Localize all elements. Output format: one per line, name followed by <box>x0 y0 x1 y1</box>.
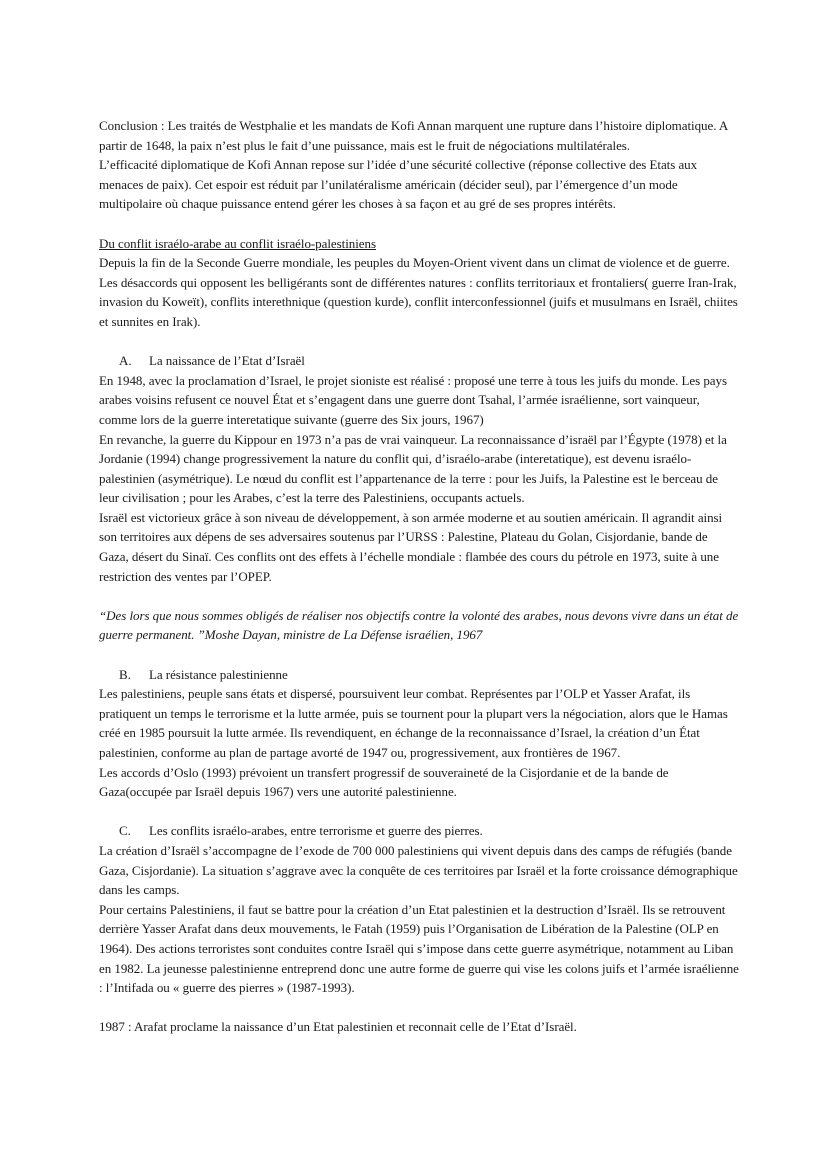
document-page <box>99 116 739 1037</box>
part-b-paragraph-2: Les accords d’Oslo (1993) prévoient un transfert progressif de souveraineté de la Cisjordanie et de la bande de Gaza(occupée par Israël depuis 1967) vers une autorité palestinienne. <box>99 764 669 800</box>
subheading-b <box>99 665 739 685</box>
spacer <box>99 332 739 352</box>
part-c-paragraph-2: Pour certains Palestiniens, il faut se battre pour la création d’un Etat palestinien et la destruction d’Israël. Ils se retrouvent derrière Yasser Arafat dans deux mouvements, le Fatah (1959) puis l’Organisation de Libération de la Palestine (OLP en 1964). Des actions terroristes sont conduites contre Israël qui s’impose dans cette guerre asymétrique, notamment au Liban en 1982. La jeunesse palestinienne entreprend donc une autre forme de guerre qui vise les colons juifs et l’armée israélienne : l’Intifada ou « guerre des pierres » (1987-1993). <box>99 901 739 996</box>
spacer <box>99 645 739 665</box>
subheading-c-letter: C. <box>119 823 131 839</box>
subheading-a <box>99 351 739 371</box>
subheading-c-title: Les conflits israélo-arabes, entre terrorisme et guerre des pierres. <box>149 823 483 839</box>
part-a-paragraph-2: En revanche, la guerre du Kippour en 1973 n’a pas de vrai vainqueur. La reconnaissance d’israël par l’Égypte (1978) et la Jordanie (1994) change progressivement la nature du conflit qui, d’israélo-arabe (interetatique), est devenu israélo-palestinien (asymétrique). Le nœud du conflit est l’appartenance de la terre : pour les Juifs, la Palestine est le berceau de leur civilisation ; pour les Arabes, c’est la terre des Palestiniens, occupants actuels. <box>99 431 727 506</box>
subheading-a-letter: A. <box>119 353 132 369</box>
dayan-quote: “Des lors que nous sommes obligés de réaliser nos objectifs contre la volonté des arabes, nous devons vivre dans un état de guerre permanent. ”Moshe Dayan, ministre de La Défense israélien, 1967 <box>99 607 739 643</box>
section-title: Du conflit israélo-arabe au conflit israélo-palestiniens <box>99 235 376 251</box>
subheading-c <box>99 821 739 841</box>
part-b-paragraph-1: Les palestiniens, peuple sans états et dispersé, poursuivent leur combat. Représentes par l’OLP et Yasser Arafat, ils pratiquent un temps le terrorisme et la lutte armée, puis se tournent pour la plupart vers la négociation, alors que le Hamas créé en 1985 poursuit la lutte armée. Ils revendiquent, en échange de la reconnaissance d’Israel, la création d’un État palestinien, conforme au plan de partage avorté de 1947 ou, progressivement, aux frontières de 1967. <box>99 686 728 760</box>
part-a-paragraph-1: En 1948, avec la proclamation d’Israel, le projet sioniste est réalisé : proposé une terre à tous les juifs du monde. Les pays arabes voisins refusent ce nouvel État et s’engagent dans une guerre dont Tsahal, l’armée israélienne, sort vainqueur, comme lors de la guerre interetatique suivante (guerre des Six jours, 1967) <box>99 372 727 427</box>
part-a-paragraph-3: Israël est victorieux grâce à son niveau de développement, à son armée moderne et au soutien américain. Il agrandit ainsi son territoires aux dépens de ses adversaires soutenus par l’URSS : Palestine, Plateau du Golan, Cisjordanie, bande de Gaza, désert du Sinaï. Ces conflits ont des effets à l’échelle mondiale : flambée des cours du pétrole en 1973, suite à une restriction des ventes par l’OPEP. <box>99 509 723 584</box>
section-intro-paragraph: Depuis la fin de la Seconde Guerre mondiale, les peuples du Moyen-Orient vivent dans un climat de violence et de guerre. Les désaccords qui opposent les belligérants sont de différentes natures : conflits territoriaux et frontaliers( guerre Iran-Irak, invasion du Koweït), conflits interethnique (question kurde), conflit interconfessionnel (juifs et musulmans en Israël, chiites et sunnites en Irak). <box>99 255 738 329</box>
spacer <box>99 586 739 606</box>
spacer <box>99 214 739 234</box>
subheading-a-title: La naissance de l’Etat d’Israël <box>149 353 305 369</box>
conclusion-paragraph-2: L’efficacité diplomatique de Kofi Annan repose sur l’idée d’une sécurité collective (réponse collective des Etats aux menaces de paix). Cet espoir est réduit par l’unilatéralisme américain (décider seul), par l’émergence d’un mode multipolaire où chaque puissance entend gérer les choses à sa façon et au gré de ses propres intérêts. <box>99 157 698 212</box>
subheading-b-title: La résistance palestinienne <box>149 666 288 682</box>
spacer <box>99 998 739 1018</box>
subheading-b-letter: B. <box>119 666 131 682</box>
conclusion-paragraph-1: Conclusion : Les traités de Westphalie et les mandats de Kofi Annan marquent une rupture dans l’histoire diplomatique. A partir de 1648, la paix n’est plus le fait d’une puissance, mais est le fruit de négociations multilatérales. <box>99 118 728 153</box>
part-c-paragraph-1: La création d’Israël s’accompagne de l’exode de 700 000 palestiniens qui vivent depuis dans des camps de réfugiés (bande Gaza, Cisjordanie). La situation s’aggrave avec la conquête de ces territoires par Israël et la forte croissance démographique dans les camps. <box>99 842 738 898</box>
final-statement: 1987 : Arafat proclame la naissance d’un Etat palestinien et reconnait celle de l’Etat d’Israël. <box>99 1019 577 1035</box>
spacer <box>99 802 739 822</box>
